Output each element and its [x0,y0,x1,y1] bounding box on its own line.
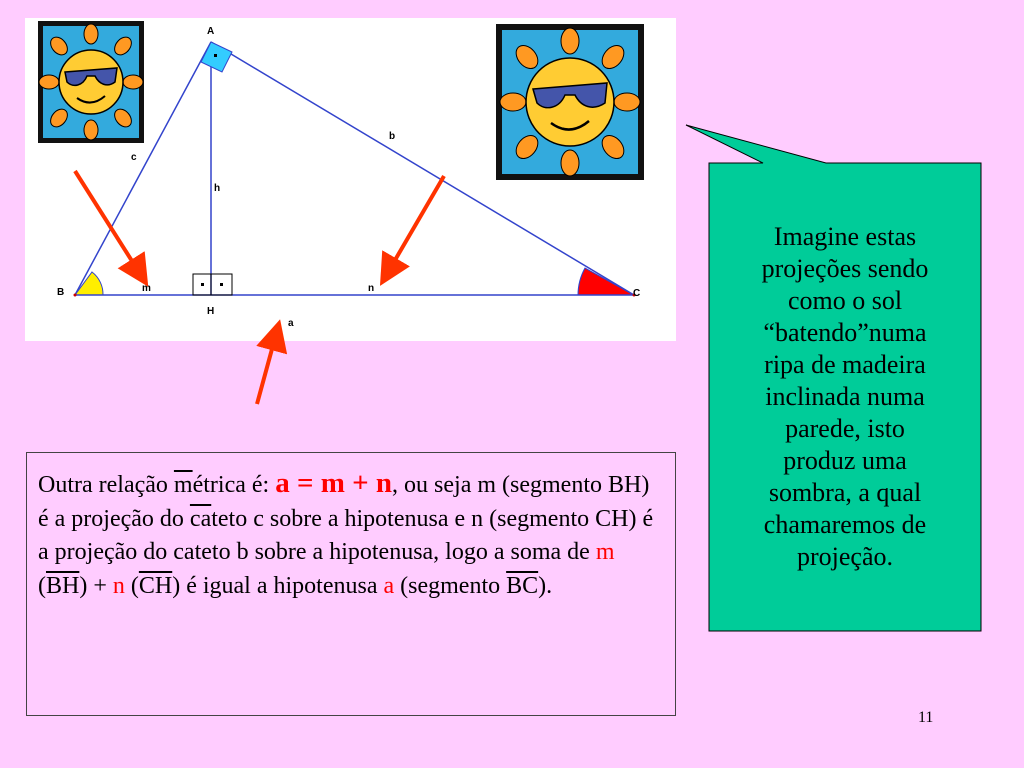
text-body-rest: teto c sobre a hipotenusa e n (segmento CH) é a projeção do cateto b sobre a hipotenusa, logo a soma de [38,505,654,565]
label-h-foot: H [207,306,215,317]
label-height-h: h [214,183,221,194]
arrow-n [384,176,444,279]
label-side-b: b [389,131,396,142]
label-seg-n: n [368,283,375,294]
label-c-vertex: C [633,288,641,299]
label-b-vertex: B [57,287,65,298]
text-plus: ) + [79,572,113,599]
text-paren: ( [124,572,139,599]
callout-line: chamaremos de [763,510,927,539]
var-a: a [383,572,395,599]
text-equal: ) é igual a hipotenusa [172,572,384,599]
text-intro-overline: $\overline{m}$ [173,472,193,498]
callout-line: inclinada numa [765,382,925,411]
callout-line: projeções sendo [761,254,929,283]
text-end: ). [538,572,553,599]
label-side-c: c [131,152,137,163]
segment-bh: $\overline{BH}$ [46,572,80,599]
callout-line: produz uma [783,446,907,475]
text-body-overline: $\overline{ca}$ [189,505,212,532]
callout-line: sombra, a qual [768,478,922,507]
text-intro-rest: étrica é: [192,472,276,498]
segment-bc: $\overline{BC}$ [506,572,539,599]
var-n: n [112,572,125,599]
callout-line: parede, isto [785,414,905,443]
callout-line: ripa de madeira [764,350,926,379]
label-seg-m: m [142,283,151,294]
var-m: m [595,539,615,565]
segment-ch: $\overline{CH}$ [138,572,173,599]
arrow-m [75,171,144,280]
callout-line: como o sol [787,286,903,315]
callout-line: “batendo”numa [763,318,927,347]
callout-line: Imagine estas [773,222,917,251]
text-segment: (segmento [394,572,507,599]
arrow-a [257,327,278,404]
page-number: 11 [918,709,934,726]
callout-line: projeção. [796,542,893,571]
text-body: , ou seja m (segmento BH) é a projeção do [38,472,650,532]
label-a-vertex: A [207,26,215,37]
text-intro: Outra relação [38,472,174,498]
formula: a = m + n [275,467,393,499]
explanation-textbox [26,452,676,716]
callout-text [709,163,981,631]
text-paren: ( [38,572,46,599]
label-side-a: a [288,318,294,329]
